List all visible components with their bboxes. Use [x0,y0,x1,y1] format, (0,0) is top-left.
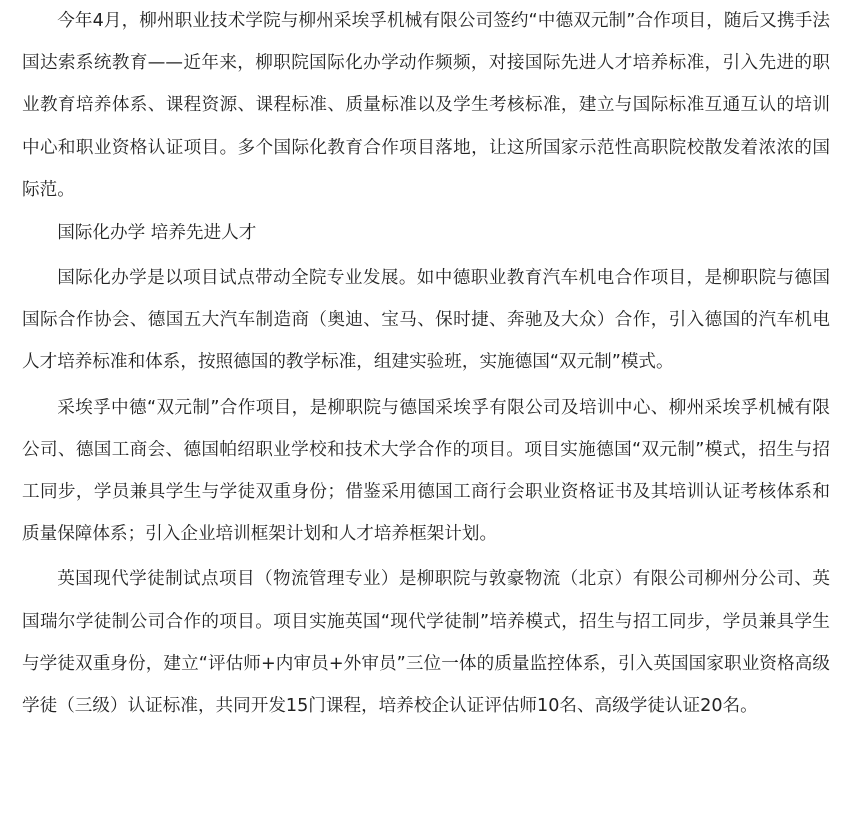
paragraph-uk-apprenticeship: 英国现代学徒制试点项目（物流管理专业）是柳职院与敦豪物流（北京）有限公司柳州分公司、英国瑞尔学徒制公司合作的项目。项目实施英国“现代学徒制”培养模式，招生与招工同步，学员兼具学生与学徒双重身份，建立“评估师+内审员+外审员”三位一体的质量监控体系，引入英国国家职业资格高级学徒（三级）认证标准，共同开发15门课程，培养校企认证评估师10名、高级学徒认证20名。 [22,569,830,717]
paragraph-zf-dual-system: 采埃孚中德“双元制”合作项目，是柳职院与德国采埃孚有限公司及培训中心、柳州采埃孚机械有限公司、德国工商会、德国帕绍职业学校和技术大学合作的项目。项目实施德国“双元制”模式，招生与招工同步，学员兼具学生与学徒双重身份；借鉴采用德国工商行会职业资格证书及其培训认证考核体系和质量保障体系；引入企业培训框架计划和人才培养框架计划。 [22,397,830,545]
paragraph-intro: 今年4月，柳州职业技术学院与柳州采埃孚机械有限公司签约“中德双元制”合作项目，随后又携手法国达索系统教育——近年来，柳职院国际化办学动作频频，对接国际先进人才培养标准，引入先进的职业教育培养体系、课程资源、课程标准、质量标准以及学生考核标准，建立与国际标准互通互认的培训中心和职业资格认证项目。多个国际化教育合作项目落地，让这所国家示范性高职院校散发着浓浓的国际范。 [22,11,830,200]
paragraph-sino-german-auto: 国际化办学是以项目试点带动全院专业发展。如中德职业教育汽车机电合作项目，是柳职院与德国国际合作协会、德国五大汽车制造商（奥迪、宝马、保时捷、奔驰及大众）合作，引入德国的汽车机电人才培养标准和体系，按照德国的教学标准，组建实验班，实施德国“双元制”模式。 [22,268,830,373]
section-heading: 国际化办学 培养先进人才 [57,223,257,244]
